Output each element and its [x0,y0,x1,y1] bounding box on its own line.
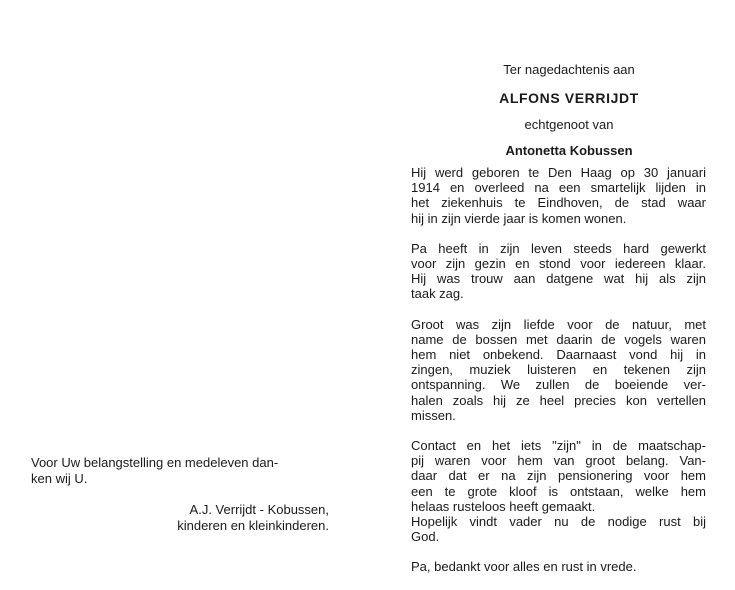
text-line: Contact en het iets "zijn" in de maatschap- [411,438,706,454]
text-line: 1914 en overleed na een smartelijk lijden in [411,180,706,196]
text-line: zingen, muziek luisteren en tekenen zijn [411,362,706,378]
text-line: Pa heeft in zijn leven steeds hard gewerkt [411,240,706,256]
acknowledgement-column [31,455,331,533]
signature [31,502,331,533]
text-line: daar dat er na zijn pensionering voor hem [411,468,706,484]
text-line: Hopelijk vindt vader nu de nodige rust bij [411,514,706,530]
text-line: ontspanning. We zullen de boeiende ver- [411,377,706,393]
signature-line: kinderen en kleinkinderen. [177,517,329,533]
text-line: hij in zijn vierde jaar is komen wonen. [411,210,627,226]
spouse-name: Antonetta Kobussen [505,143,633,158]
text-line: pij waren voor hem van groot belang. Van- [411,453,706,469]
memorial-heading [419,62,719,159]
biography-paragraph [411,165,706,226]
text-line: missen. [411,407,456,423]
text-line: Groot was zijn liefde voor de natuur, met [411,316,706,332]
biography-paragraph [411,514,706,544]
biography [411,165,706,575]
thanks-line: ken wij U. [31,470,88,486]
deceased-name: ALFONS VERRIJDT [499,90,639,106]
spouse-label: echtgenoot van [524,117,614,132]
biography-paragraph [411,317,706,423]
text-line: voor zijn gezin en stond voor iedereen klaar. [411,256,706,272]
text-line: Hij werd geboren te Den Haag op 30 januari [411,165,706,180]
thanks-line: Voor Uw belangstelling en medeleven dan- [31,455,279,470]
signature-line: A.J. Verrijdt - Kobussen, [189,502,329,517]
thanks-text [31,455,331,486]
biography-paragraph [411,241,706,302]
text-line: een te grote kloof is ontstaan, welke hem [411,483,706,499]
closing-line [411,559,706,574]
text-line: het ziekenhuis te Eindhoven, de stad waar [411,195,706,211]
text-line: God. [411,529,440,545]
memorial-text-column [411,62,706,590]
text-line: taak zag. [411,286,464,302]
text-line: halen zoals hij ze heel precies kon vertellen [411,392,706,408]
intro-line: Ter nagedachtenis aan [503,62,635,77]
text-line: name de bossen met daarin de vogels waren [411,331,706,347]
text-line: Pa, bedankt voor alles en rust in vrede. [411,559,637,575]
biography-paragraph [411,438,706,514]
text-line: Hij was trouw aan datgene wat hij als zijn [411,271,706,287]
text-line: helaas rusteloos heeft gemaakt. [411,498,596,514]
text-line: hem niet onbekend. Daarnaast vond hij in [411,347,706,363]
